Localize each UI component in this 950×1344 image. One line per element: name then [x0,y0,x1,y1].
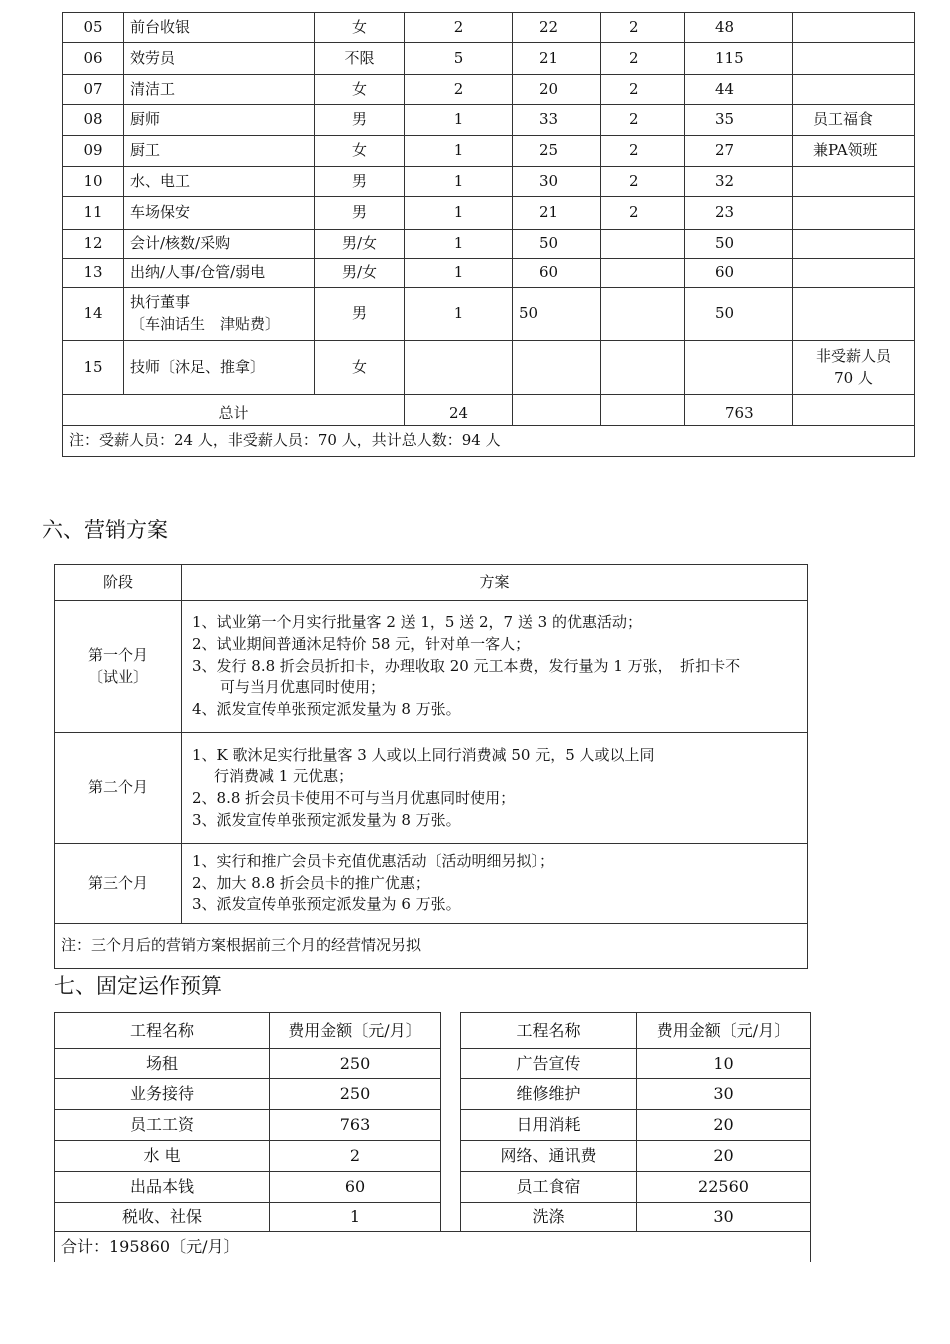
expense-amount: 763 [270,1110,441,1141]
footnote-row [55,924,808,969]
stage-cell: 第三个月 [55,844,182,924]
shift-cell: 2 [601,197,685,230]
plan-item: 2、加大 8.8 折会员卡的推广优惠； [192,873,430,892]
position-line: 执行董事 [130,293,191,312]
age-cell: 25 [513,136,601,167]
count-cell: 1 [405,197,513,230]
plan-row [55,844,808,924]
expense-amount: 10 [637,1049,811,1079]
plan-item: 1、试业第一个月实行批量客 2 送 1，5 送 2，7 送 3 的优惠活动； [192,613,642,632]
expense-name: 员工食宿 [461,1172,637,1203]
total-cell: 23 [685,197,793,230]
column-header-amount: 费用金额〔元/月〕 [270,1013,441,1049]
column-gap [441,1049,461,1079]
total-cell: 115 [685,43,793,75]
shift-cell [601,395,685,426]
column-header-stage: 阶段 [55,565,182,601]
note-cell: 员工福食 [793,105,915,136]
note-cell [793,13,915,43]
note-cell [793,288,915,341]
position-cell: 厨师 [124,105,315,136]
gender-cell: 女 [315,75,405,105]
shift-cell: 2 [601,167,685,197]
header-row [55,1013,811,1049]
table-row [63,13,915,43]
position-cell: 会计/核数/采购 [124,230,315,259]
expense-name: 员工工资 [55,1110,270,1141]
count-cell: 1 [405,259,513,288]
position-cell: 前台收银 [124,13,315,43]
age-cell: 22 [513,13,601,43]
count-cell: 5 [405,43,513,75]
total-row [55,1232,811,1262]
plan-item: 1、实行和推广会员卡充值优惠活动〔活动明细另拟〕； [192,851,555,870]
expense-amount: 60 [270,1172,441,1203]
shift-cell: 2 [601,105,685,136]
expense-name: 维修维护 [461,1079,637,1110]
row-number: 11 [63,197,124,230]
column-gap [441,1141,461,1172]
table-row [55,1049,811,1079]
position-cell [124,288,315,341]
shift-cell [601,230,685,259]
shift-cell [601,288,685,341]
stage-cell: 第二个月 [55,733,182,844]
column-header-amount: 费用金额〔元/月〕 [637,1013,811,1049]
budget-table [54,1012,811,1262]
table-row [63,43,915,75]
plan-cell [182,844,808,924]
age-cell: 30 [513,167,601,197]
total-cell: 50 [685,230,793,259]
note-cell [793,197,915,230]
expense-name: 日用消耗 [461,1110,637,1141]
plan-item: 行消费减 1 元优惠； [214,767,354,786]
total-cell: 60 [685,259,793,288]
expense-amount: 30 [637,1203,811,1232]
note-line: 非受薪人员 [815,346,891,365]
plan-item: 4、派发宣传单张预定派发量为 8 万张。 [192,700,461,719]
position-cell: 车场保安 [124,197,315,230]
stage-line: 第一个月 [87,645,148,664]
gender-cell: 男/女 [315,230,405,259]
row-number: 10 [63,167,124,197]
plan-cell [182,601,808,733]
plan-item: 3、发行 8.8 折会员折扣卡，办理收取 20 元工本费，发行量为 1 万张， 折扣卡不 [192,656,741,675]
note-cell [793,395,915,426]
gender-cell: 女 [315,341,405,395]
column-gap [441,1110,461,1141]
column-header-name: 工程名称 [55,1013,270,1049]
expense-name: 税收、社保 [55,1203,270,1232]
plan-item: 2、试业期间普通沐足特价 58 元，针对单一客人； [192,634,531,653]
expense-amount: 250 [270,1079,441,1110]
age-cell: 60 [513,259,601,288]
expense-name: 广告宣传 [461,1049,637,1079]
position-cell: 厨工 [124,136,315,167]
gender-cell: 不限 [315,43,405,75]
age-cell: 33 [513,105,601,136]
expense-amount: 1 [270,1203,441,1232]
table-row [63,259,915,288]
age-cell: 21 [513,197,601,230]
plan-item: 可与当月优惠同时使用； [220,678,386,697]
gender-cell: 女 [315,136,405,167]
note-cell: 兼PA领班 [793,136,915,167]
note-cell [793,341,915,395]
footnote-row [63,426,915,457]
column-gap [441,1203,461,1232]
column-header-name: 工程名称 [461,1013,637,1049]
position-cell: 清洁工 [124,75,315,105]
gender-cell: 女 [315,13,405,43]
expense-name: 洗涤 [461,1203,637,1232]
count-cell: 2 [405,75,513,105]
count-cell: 1 [405,288,513,341]
table-row [63,341,915,395]
note-cell [793,43,915,75]
total-sum: 763 [685,395,793,426]
age-cell [513,395,601,426]
table-row [63,136,915,167]
age-cell: 50 [513,288,601,341]
table-row [55,1110,811,1141]
table-row [63,230,915,259]
age-cell [513,341,601,395]
row-number: 06 [63,43,124,75]
staff-table [62,12,915,457]
column-header-plan: 方案 [182,565,808,601]
shift-cell: 2 [601,13,685,43]
total-row [63,395,915,426]
row-number: 08 [63,105,124,136]
count-cell: 1 [405,167,513,197]
table-row [63,197,915,230]
table-row [63,105,915,136]
plan-item: 1、K 歌沐足实行批量客 3 人或以上同行消费减 50 元，5 人或以上同 [192,745,655,764]
position-cell: 水、电工 [124,167,315,197]
shift-cell [601,259,685,288]
plan-row [55,601,808,733]
total-count: 24 [405,395,513,426]
plan-cell [182,733,808,844]
table-row [55,1203,811,1232]
marketing-table [54,564,808,969]
row-number: 14 [63,288,124,341]
header-row [55,565,808,601]
gender-cell: 男/女 [315,259,405,288]
column-gap [441,1172,461,1203]
expense-amount: 20 [637,1141,811,1172]
count-cell: 2 [405,13,513,43]
total-cell: 48 [685,13,793,43]
total-cell: 35 [685,105,793,136]
budget-total: 合计：195860〔元/月〕 [55,1232,811,1262]
plan-row [55,733,808,844]
position-line: 〔车油话生 津贴费〕 [130,315,281,333]
gender-cell: 男 [315,167,405,197]
stage-cell [55,601,182,733]
row-number: 05 [63,13,124,43]
staff-footnote: 注：受薪人员：24 人，非受薪人员：70 人，共计总人数：94 人 [63,426,915,457]
plan-item: 2、8.8 折会员卡使用不可与当月优惠同时使用； [192,789,516,807]
age-cell: 20 [513,75,601,105]
shift-cell: 2 [601,43,685,75]
position-cell: 出纳/人事/仓管/弱电 [124,259,315,288]
section-heading-marketing: 六、营销方案 [42,518,168,542]
table-row [55,1141,811,1172]
note-cell [793,75,915,105]
row-number: 07 [63,75,124,105]
note-cell [793,230,915,259]
expense-name: 业务接待 [55,1079,270,1110]
expense-name: 水 电 [55,1141,270,1172]
stage-line: 〔试业〕 [87,667,148,686]
total-cell: 44 [685,75,793,105]
shift-cell: 2 [601,75,685,105]
marketing-footnote: 注：三个月后的营销方案根据前三个月的经营情况另拟 [55,924,808,969]
total-cell [685,341,793,395]
section-heading-budget: 七、固定运作预算 [54,974,222,998]
expense-amount: 30 [637,1079,811,1110]
gender-cell: 男 [315,288,405,341]
expense-amount: 250 [270,1049,441,1079]
total-cell: 32 [685,167,793,197]
expense-amount: 20 [637,1110,811,1141]
table-row [63,75,915,105]
table-row [55,1172,811,1203]
count-cell: 1 [405,136,513,167]
gender-cell: 男 [315,105,405,136]
column-gap [441,1079,461,1110]
note-line: 70 人 [834,368,873,387]
count-cell: 1 [405,105,513,136]
expense-name: 场租 [55,1049,270,1079]
table-row [55,1079,811,1110]
table-row [63,167,915,197]
shift-cell: 2 [601,136,685,167]
age-cell: 50 [513,230,601,259]
expense-name: 出品本钱 [55,1172,270,1203]
total-label: 总计 [63,395,405,426]
expense-amount: 22560 [637,1172,811,1203]
plan-item: 3、派发宣传单张预定派发量为 8 万张。 [192,810,461,829]
total-cell: 27 [685,136,793,167]
row-number: 15 [63,341,124,395]
note-cell [793,167,915,197]
row-number: 12 [63,230,124,259]
table-row [63,288,915,341]
gender-cell: 男 [315,197,405,230]
count-cell: 1 [405,230,513,259]
position-cell: 技师〔沐足、推拿〕 [124,341,315,395]
age-cell: 21 [513,43,601,75]
expense-amount: 2 [270,1141,441,1172]
row-number: 09 [63,136,124,167]
total-cell: 50 [685,288,793,341]
position-cell: 效劳员 [124,43,315,75]
column-gap [441,1013,461,1049]
note-cell [793,259,915,288]
row-number: 13 [63,259,124,288]
plan-item: 3、派发宣传单张预定派发量为 6 万张。 [192,895,461,914]
count-cell [405,341,513,395]
shift-cell [601,341,685,395]
expense-name: 网络、通讯费 [461,1141,637,1172]
